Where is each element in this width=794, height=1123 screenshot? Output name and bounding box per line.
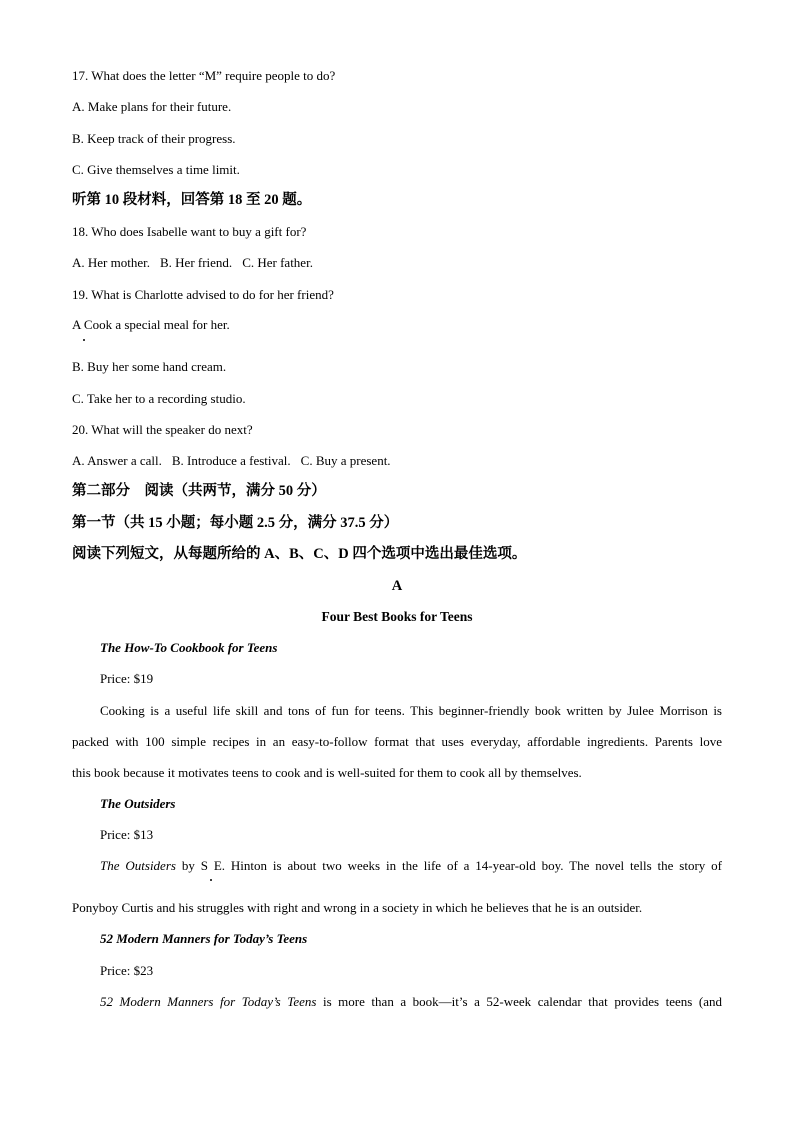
q20-option-c: C. Buy a present. [300, 453, 391, 468]
book2-text-line2: Ponyboy Curtis and his struggles with right and wrong in a society in which he believes that he is an outsider. [72, 900, 643, 915]
q18-option-c: C. Her father. [242, 255, 313, 270]
passage-title: Four Best Books for Teens [321, 609, 473, 624]
instruction: 阅读下列短文，从每题所给的 A、B、C、D 四个选项中选出最佳选项。 [72, 546, 527, 562]
stray-dot [210, 879, 212, 881]
book2-title: The Outsiders [100, 796, 176, 811]
q18-option-a: A. Her mother. [72, 255, 150, 270]
section10-heading: 听第 10 段材料，回答第 18 至 20 题。 [72, 192, 312, 208]
section1-heading: 第一节（共 15 小题；每小题 2.5 分，满分 37.5 分） [72, 515, 399, 531]
book2-text-line1-rest: by S E. Hinton is about two weeks in the life of a 14-year-old boy. The novel tells the story of [181, 858, 723, 873]
q18-options [72, 255, 313, 271]
q18-stem: 18. Who does Isabelle want to buy a gift for? [72, 224, 307, 239]
book1-text-line2: packed with 100 simple recipes in an easy-to-follow format that uses everyday, affordable ingredients. Parents love [72, 734, 722, 749]
q19-stem: 19. What is Charlotte advised to do for her friend? [72, 287, 334, 302]
passage-letter: A [391, 578, 403, 594]
q19-option-a: A Cook a special meal for her. [72, 317, 230, 332]
q17-option-b: B. Keep track of their progress. [72, 131, 236, 146]
book3-title: 52 Modern Manners for Today’s Teens [100, 931, 308, 946]
stray-dot [83, 339, 85, 341]
book2-inline-title: The Outsiders [100, 858, 176, 873]
part2-heading: 第二部分 阅读（共两节，满分 50 分） [72, 483, 326, 499]
book2-price: Price: $13 [100, 827, 154, 842]
q18-option-b: B. Her friend. [159, 255, 233, 270]
q17-option-a: A. Make plans for their future. [72, 99, 232, 114]
book1-text-line1: Cooking is a useful life skill and tons of fun for teens. This beginner-friendly book written by Julee Morrison is [100, 703, 722, 718]
q17-option-c: C. Give themselves a time limit. [72, 162, 240, 177]
q20-options [72, 453, 391, 469]
book3-price: Price: $23 [100, 963, 154, 978]
book2-text-line1 [100, 858, 722, 874]
book1-price: Price: $19 [100, 671, 154, 686]
q19-option-b: B. Buy her some hand cream. [72, 359, 227, 374]
book3-inline-title: 52 Modern Manners for Today’s Teens [100, 994, 317, 1009]
book3-text-line1 [100, 994, 722, 1010]
q20-option-b: B. Introduce a festival. [171, 453, 291, 468]
q17-stem: 17. What does the letter “M” require people to do? [72, 68, 336, 83]
book3-text-line1-rest: is more than a book—it’s a 52-week calendar that provides teens (and [322, 994, 722, 1009]
q20-stem: 20. What will the speaker do next? [72, 422, 253, 437]
q20-option-a: A. Answer a call. [72, 453, 162, 468]
book1-title: The How-To Cookbook for Teens [100, 640, 278, 655]
q19-option-c: C. Take her to a recording studio. [72, 391, 246, 406]
book1-text-line3: this book because it motivates teens to cook and is well-suited for them to cook all by themselves. [72, 765, 582, 780]
